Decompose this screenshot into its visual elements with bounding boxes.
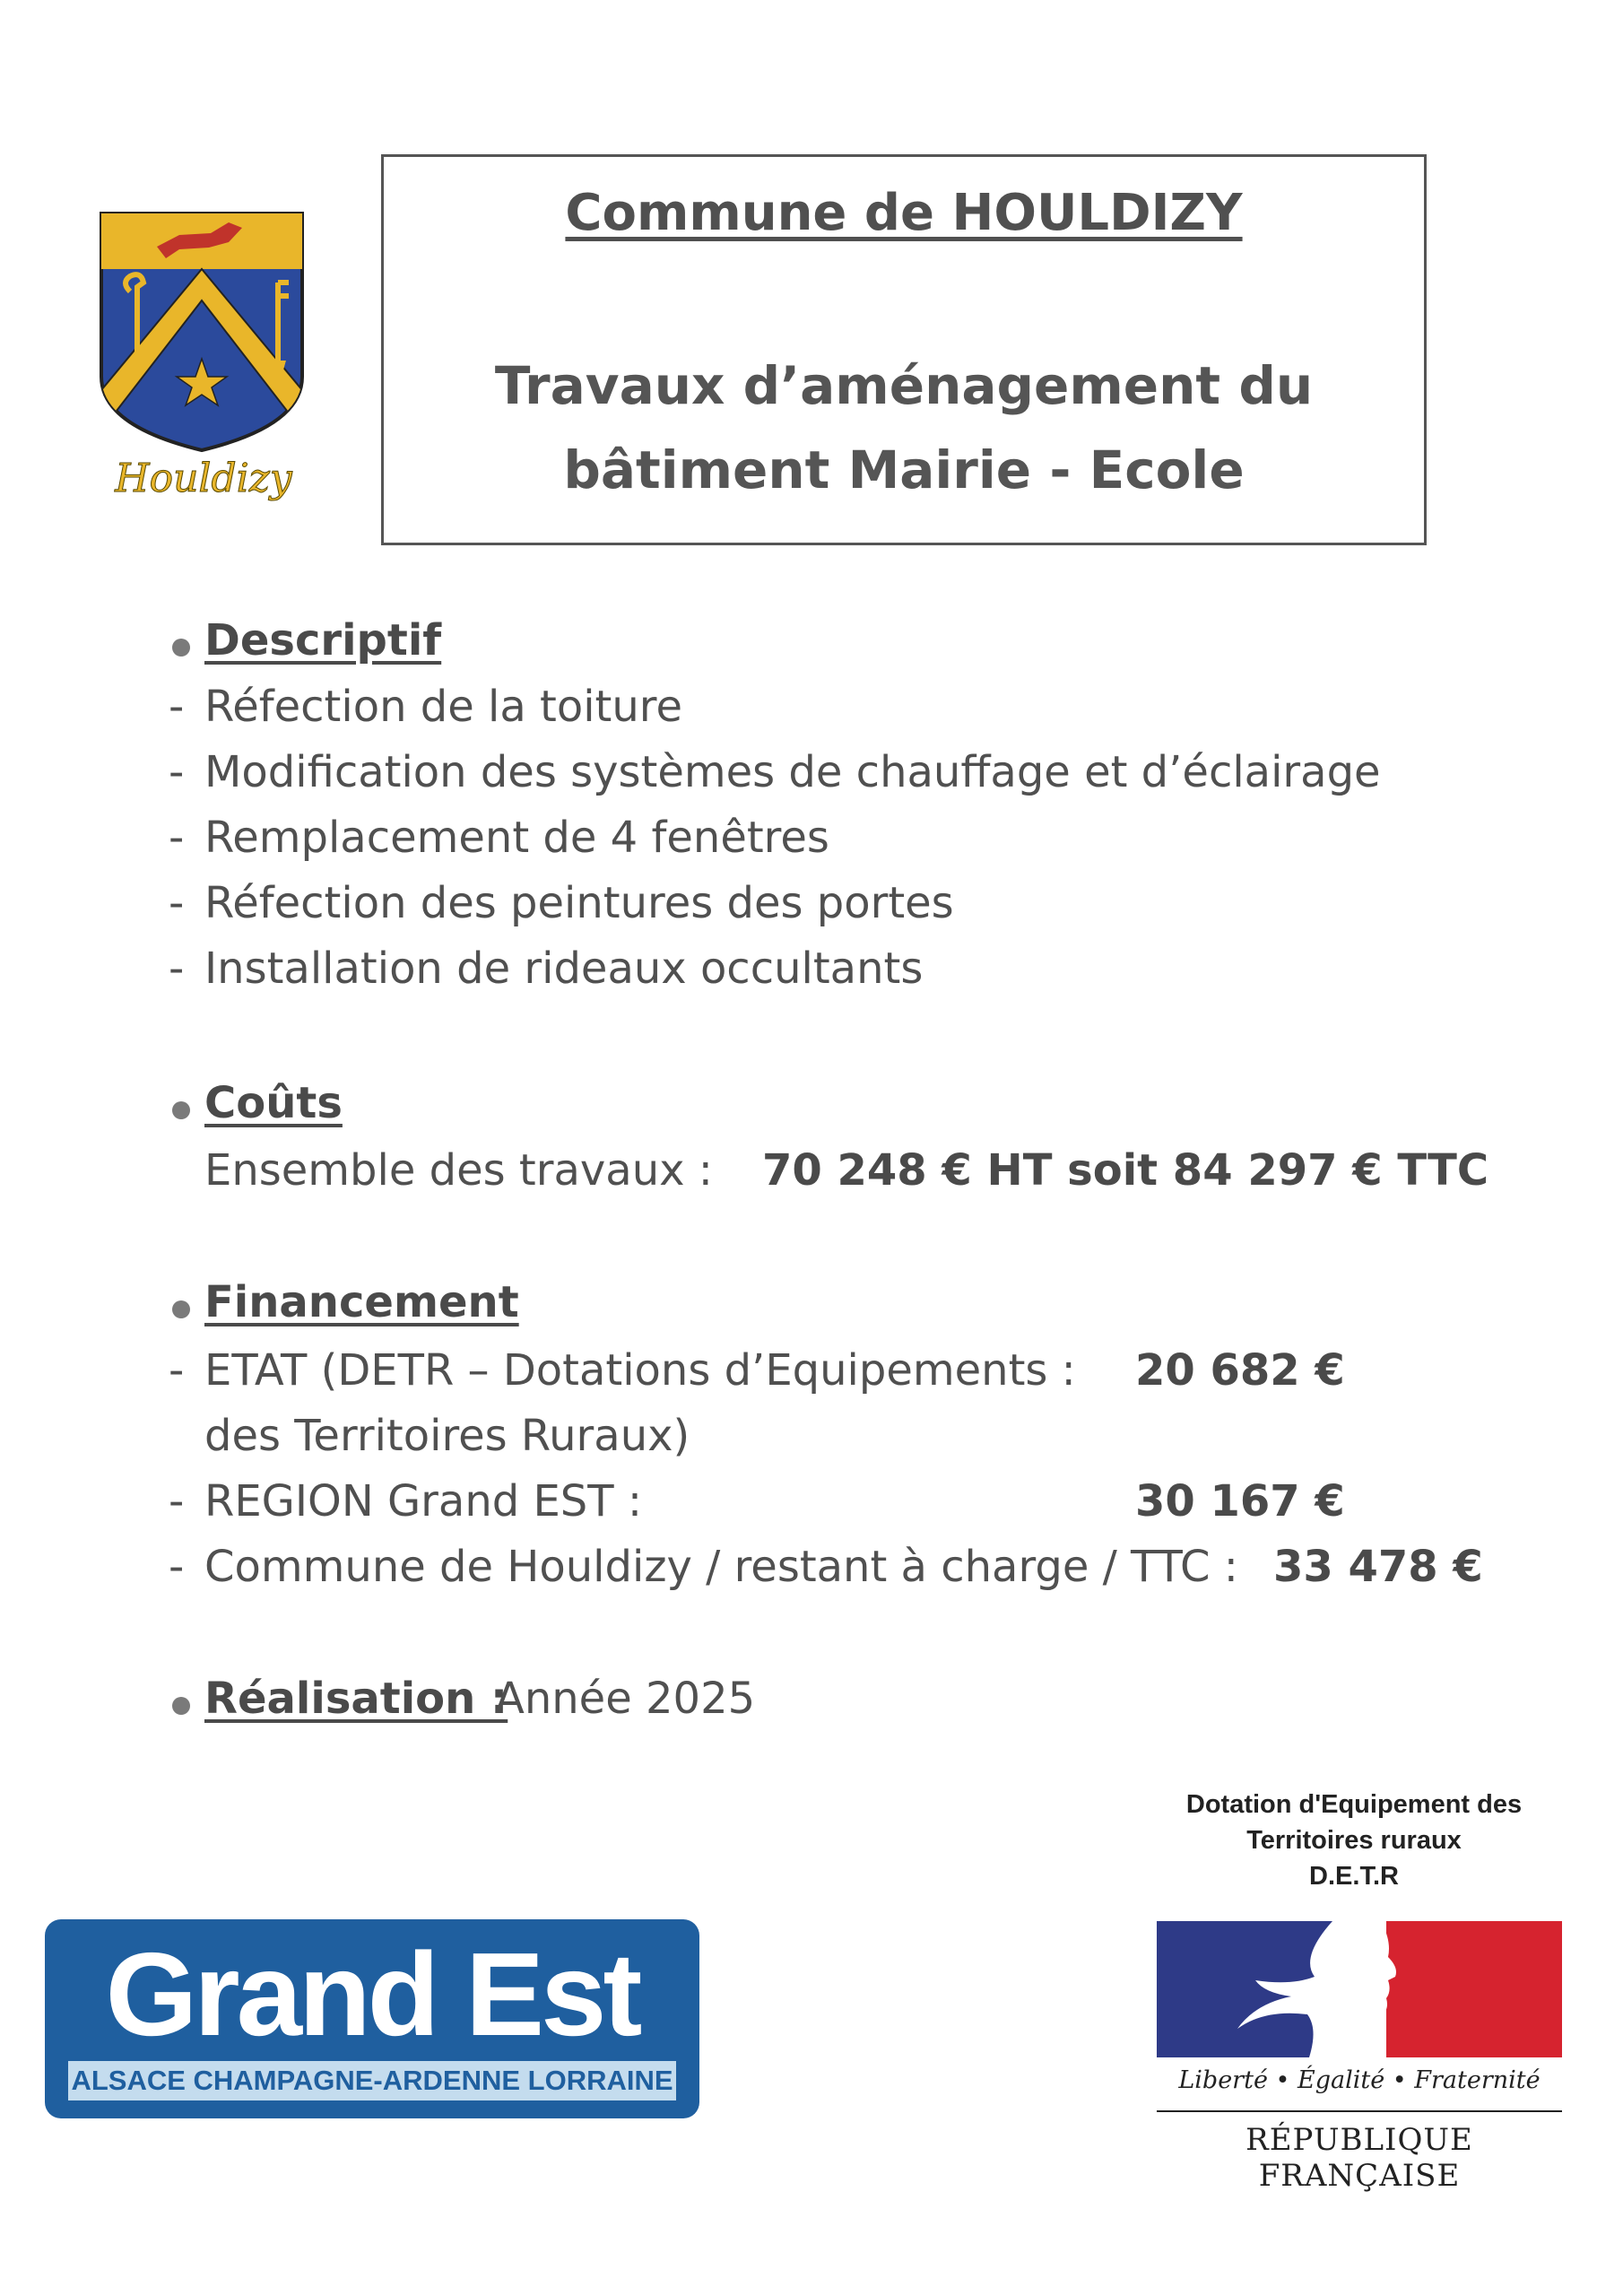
couts-amount: 70 248 € HT soit 84 297 € TTC (762, 1145, 1489, 1196)
descriptif-heading: Descriptif (204, 615, 442, 665)
dash-icon: - (169, 1542, 185, 1592)
bullet-icon (172, 639, 190, 657)
detr-caption-line2: Territoires ruraux (1246, 1826, 1462, 1855)
project-title-line1: Travaux d’aménagement du (494, 355, 1314, 416)
financement-etat-label-cont: des Territoires Ruraux) (204, 1411, 690, 1461)
bullet-icon (172, 1300, 190, 1318)
financement-region-label: REGION Grand EST : (204, 1476, 643, 1526)
financement-region-amount: 30 167 € (1135, 1476, 1345, 1526)
couts-label: Ensemble des travaux : (204, 1145, 713, 1196)
houldizy-coat-of-arms (94, 206, 314, 511)
dash-icon: - (169, 944, 185, 994)
bullet-icon (172, 1697, 190, 1715)
marianne-flag-icon (1157, 1921, 1562, 2057)
grand-est-tagline: ALSACE CHAMPAGNE-ARDENNE LORRAINE (68, 2061, 676, 2100)
realisation-heading: Réalisation : (204, 1674, 508, 1724)
bullet-icon (172, 1101, 190, 1119)
commune-title: Commune de HOULDIZY (565, 184, 1243, 242)
descriptif-item: Réfection de la toiture (204, 682, 682, 732)
realisation-value: Année 2025 (495, 1674, 756, 1724)
republique-divider (1157, 2110, 1562, 2112)
descriptif-item: Modification des systèmes de chauffage et d’éclairage (204, 747, 1381, 797)
title-box (381, 154, 1427, 545)
dash-icon: - (169, 747, 185, 797)
descriptif-item: Installation de rideaux occultants (204, 944, 924, 994)
dash-icon: - (169, 1476, 185, 1526)
republique-name: RÉPUBLIQUE FRANÇAISE (1245, 2122, 1473, 2194)
dash-icon: - (169, 682, 185, 732)
dash-icon: - (169, 878, 185, 928)
descriptif-item: Réfection des peintures des portes (204, 878, 954, 928)
project-title-line2: bâtiment Mairie - Ecole (563, 439, 1245, 500)
detr-caption-line1: Dotation d'Equipement des (1185, 1790, 1523, 1819)
dash-icon: - (169, 1345, 185, 1396)
dash-icon: - (169, 813, 185, 863)
detr-caption (1103, 1787, 1605, 1894)
republique-motto: Liberté • Égalité • Fraternité (1178, 2066, 1541, 2094)
financement-etat-amount: 20 682 € (1135, 1345, 1345, 1396)
financement-commune-label: Commune de Houldizy / restant à charge / TTC : (204, 1542, 1238, 1592)
project-title (384, 344, 1424, 512)
financement-commune-amount: 33 478 € (1273, 1542, 1483, 1592)
detr-caption-line3: D.E.T.R (1309, 1862, 1399, 1891)
couts-heading: Coûts (204, 1078, 343, 1128)
financement-heading: Financement (204, 1277, 519, 1327)
crest-motto-text: Houldizy (115, 456, 292, 501)
grand-est-logo (45, 1919, 699, 2118)
grand-est-name: Grand Est (105, 1928, 639, 2060)
financement-etat-label: ETAT (DETR – Dotations d’Equipements : (204, 1345, 1076, 1396)
descriptif-item: Remplacement de 4 fenêtres (204, 813, 829, 863)
